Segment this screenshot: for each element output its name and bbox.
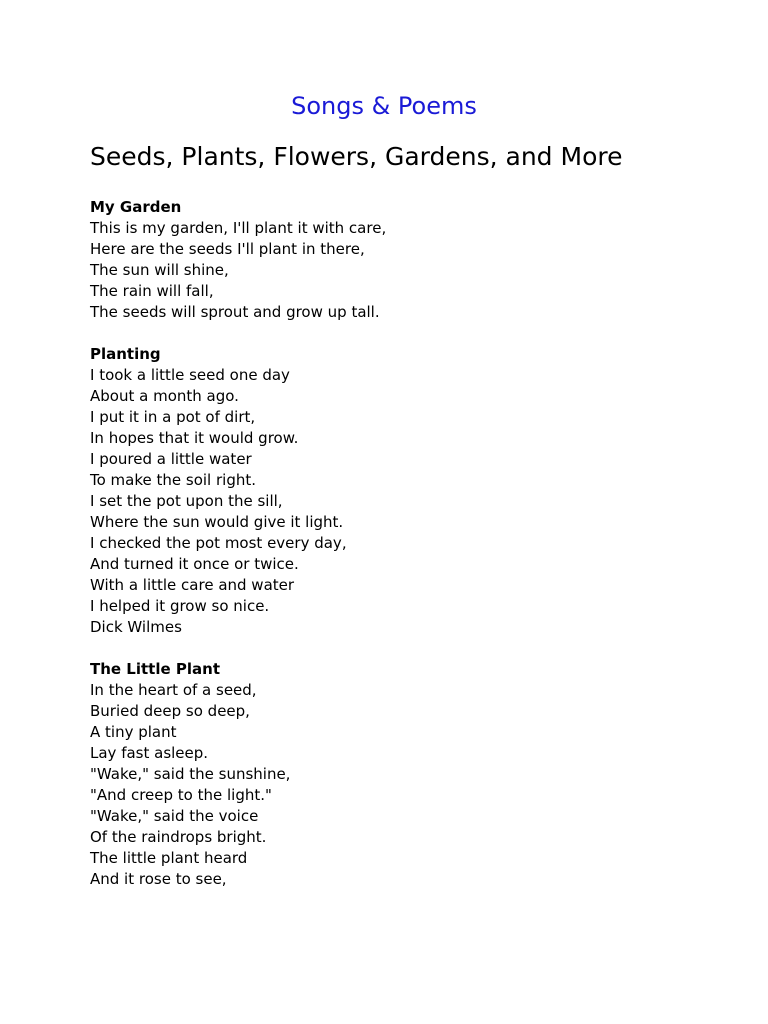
poem-line: I set the pot upon the sill, [90, 492, 283, 510]
poem-line: Where the sun would give it light. [90, 513, 344, 531]
poem-line: Here are the seeds I'll plant in there, [90, 240, 365, 258]
poem-author: Dick Wilmes [90, 618, 182, 636]
poem-the-little-plant [90, 659, 730, 890]
page-title: Songs & Poems [291, 92, 477, 120]
poem-line: With a little care and water [90, 576, 295, 594]
poem-line: Buried deep so deep, [90, 702, 250, 720]
poem-my-garden [90, 197, 730, 323]
poem-line: And it rose to see, [90, 870, 227, 888]
poem-title: The Little Plant [90, 660, 220, 678]
poem-line: About a month ago. [90, 387, 239, 405]
poem-line: A tiny plant [90, 723, 177, 741]
poem-line: This is my garden, I'll plant it with care, [90, 219, 387, 237]
poem-line: The sun will shine, [90, 261, 229, 279]
poem-title: Planting [90, 345, 161, 363]
poem-line: "Wake," said the sunshine, [90, 765, 291, 783]
poem-line: And turned it once or twice. [90, 555, 299, 573]
poem-line: In hopes that it would grow. [90, 429, 299, 447]
poem-title: My Garden [90, 198, 182, 216]
poem-line: The seeds will sprout and grow up tall. [90, 303, 380, 321]
poem-line: The little plant heard [90, 849, 248, 867]
poem-line: I took a little seed one day [90, 366, 290, 384]
poem-planting [90, 344, 730, 638]
poem-line: I poured a little water [90, 450, 252, 468]
poem-line: I checked the pot most every day, [90, 534, 347, 552]
poem-line: I helped it grow so nice. [90, 597, 270, 615]
poems-container [90, 197, 730, 911]
poem-line: "And creep to the light." [90, 786, 272, 804]
poem-line: Of the raindrops bright. [90, 828, 267, 846]
poem-line: I put it in a pot of dirt, [90, 408, 256, 426]
poem-line: To make the soil right. [90, 471, 257, 489]
poem-line: Lay fast asleep. [90, 744, 209, 762]
poem-line: In the heart of a seed, [90, 681, 257, 699]
page-subtitle: Seeds, Plants, Flowers, Gardens, and More [90, 142, 623, 171]
poem-line: The rain will fall, [90, 282, 214, 300]
poem-line: "Wake," said the voice [90, 807, 259, 825]
